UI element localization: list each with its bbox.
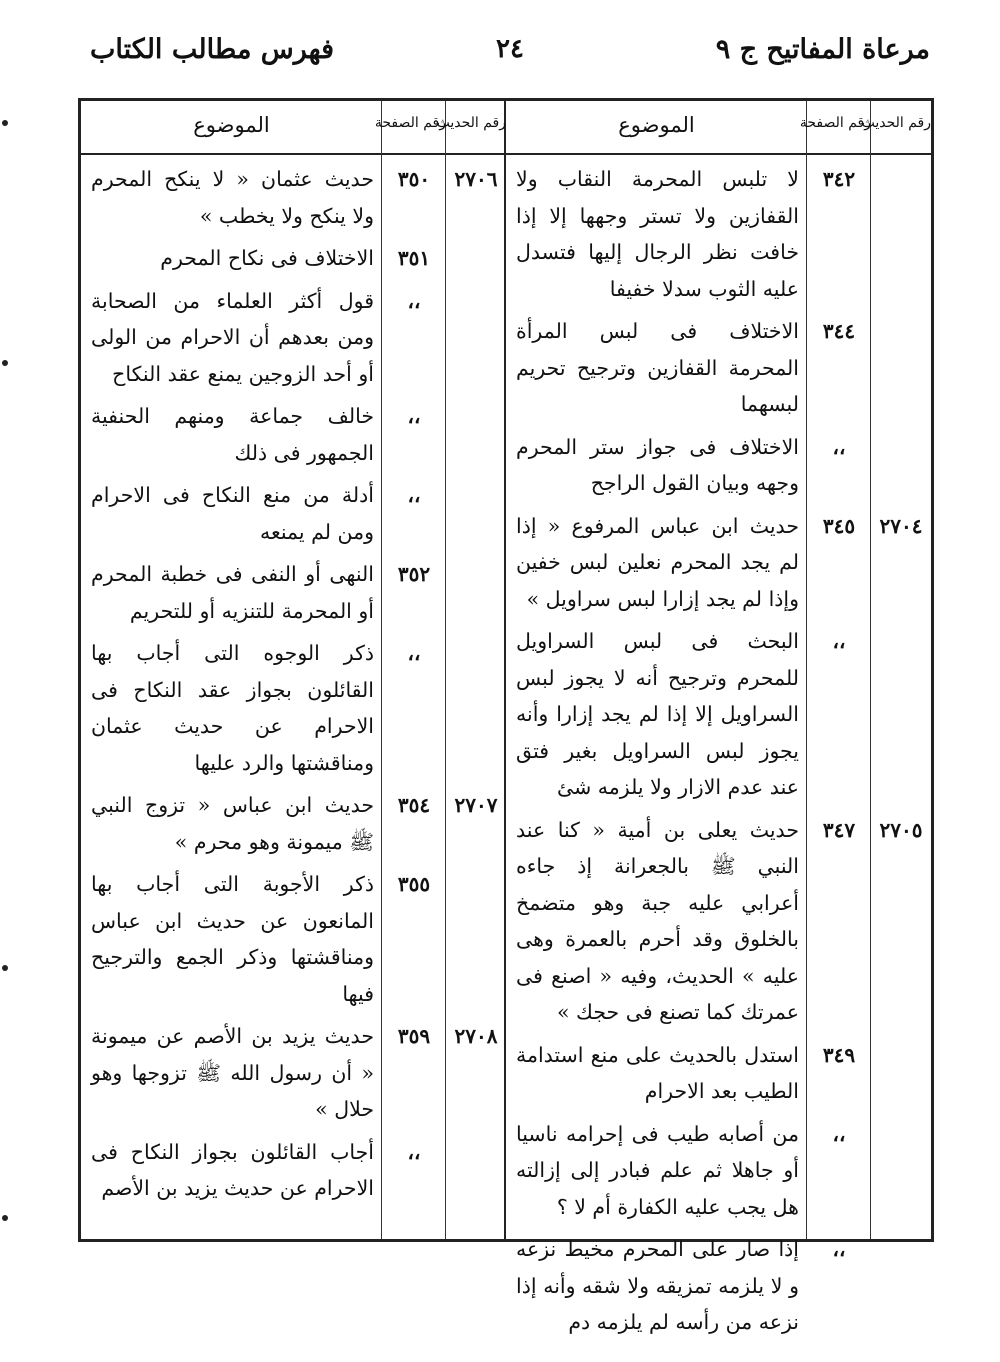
header-page-no: رقم الصفحة — [374, 115, 446, 131]
header-page-no: رقم الصفحة — [799, 115, 871, 131]
index-table — [78, 98, 934, 1334]
entry-hadith-number — [446, 477, 506, 550]
entry-hadith-number — [446, 556, 506, 629]
entry-topic: من أصابه طيب فى إحرامه ناسيا أو جاهلا ثم علم فبادر إلى إزالته هل يجب عليه الكفارة أم لا ؟ — [516, 1121, 799, 1219]
entry-page-number: ،، — [407, 1139, 421, 1164]
right-column-headers — [506, 101, 931, 155]
entry-hadith-number — [446, 398, 506, 471]
index-entry — [81, 866, 506, 1012]
entry-topic: النهى أو النفى فى خطبة المحرم أو المحرمة للتنزيه أو للتحريم — [91, 562, 374, 623]
left-half — [81, 101, 506, 1239]
entry-page-number: ،، — [407, 641, 421, 665]
entry-page-number: ٣٥٤ — [397, 793, 431, 817]
margin-mark — [2, 965, 8, 971]
entry-page-number: ،، — [832, 1121, 846, 1146]
index-entry — [81, 556, 506, 629]
entry-hadith-number — [446, 866, 506, 1012]
index-entry — [81, 398, 506, 471]
index-entry — [506, 1037, 931, 1110]
entry-page-number: ،، — [407, 404, 421, 428]
index-entry — [81, 635, 506, 781]
entry-topic: الاختلاف فى نكاح المحرم — [160, 246, 374, 270]
entry-page-number: ،، — [832, 434, 846, 459]
entry-page-number: ٣٤٩ — [822, 1042, 856, 1067]
right-half — [504, 101, 931, 1334]
entry-page-number: ،، — [407, 483, 421, 507]
entry-topic: حديث يزيد بن الأصم عن ميمونة « أن رسول الله ﷺ تزوجها وهو حلال » — [91, 1024, 374, 1121]
entry-hadith-number: ٢٧٠٥ — [879, 817, 923, 842]
page-number: ٢٤ — [496, 34, 524, 64]
index-entry — [506, 1116, 931, 1226]
entry-topic: ذكر الأجوبة التى أجاب بها المانعون عن حديث ابن عباس ومناقشتها وذكر الجمع والترجيح فيها — [91, 872, 374, 1006]
entry-page-number: ٣٤٧ — [822, 817, 856, 842]
entry-topic: حديث ابن عباس المرفوع « إذا لم يجد المحرم نعلين لبس خفين وإذا لم يجد إزارا لبس سراويل » — [516, 513, 799, 611]
running-index-title: فهرس مطالب الكتاب — [90, 34, 335, 65]
entry-hadith-number — [871, 313, 931, 423]
entry-page-number: ٣٥٩ — [397, 1024, 431, 1048]
entry-topic: أجاب القائلون بجواز النكاح فى الاحرام عن حديث يزيد بن الأصم — [91, 1139, 374, 1200]
left-column-headers — [81, 101, 506, 155]
entry-hadith-number — [871, 1231, 931, 1341]
header-hadith-no: رقم الحديث — [861, 115, 931, 131]
index-entry — [506, 313, 931, 423]
entry-topic: لا تلبس المحرمة النقاب ولا القفازين ولا تستر وجهها إلا إذا خافت نظر الرجال إليها فتسدل عليه الثوب سدلا خفيفا — [516, 167, 799, 301]
entry-page-number: ٣٥١ — [397, 246, 431, 270]
index-entry — [81, 161, 506, 234]
entry-topic: البحث فى لبس السراويل للمحرم وترجيح أنه لا يجوز لبس السراويل إلا إذا لم يجد إزارا وأنه يجوز لبس السراويل بغير فتق عند عدم الازار ولا يلزمه شئ — [516, 629, 799, 799]
index-entry — [506, 508, 931, 618]
running-book-title: مرعاة المفاتيح ج ٩ — [715, 34, 930, 65]
entry-hadith-number — [446, 283, 506, 393]
entry-page-number: ،، — [832, 629, 846, 653]
margin-mark — [2, 1215, 8, 1221]
entry-topic: حديث يعلى بن أمية « كنا عند النبي ﷺ بالجعرانة إذ جاءه أعرابي عليه جبة وهو متضمخ بالخلوق وقد أحرم بالعمرة وهى عليه » الحديث، وفيه « اصنع فى عمرتك كما تصنع فى حجك » — [516, 817, 799, 1024]
page-header — [90, 28, 930, 76]
entry-hadith-number — [446, 1134, 506, 1207]
index-entry — [506, 1231, 931, 1341]
entry-hadith-number — [871, 161, 931, 307]
margin-mark — [2, 120, 8, 126]
entry-page-number: ٣٥٥ — [397, 872, 431, 896]
header-topic: الموضوع — [618, 113, 695, 137]
entry-topic: قول أكثر العلماء من الصحابة ومن بعدهم أن الاحرام من الولى أو أحد الزوجين يمنع عقد النكاح — [91, 288, 374, 386]
entry-hadith-number: ٢٧٠٦ — [454, 167, 498, 191]
index-entry — [506, 161, 931, 307]
entry-topic: الاختلاف فى لبس المرأة المحرمة القفازين وترجيح تحريم لبسهما — [516, 319, 799, 416]
entry-topic: ذكر الوجوه التى أجاب بها القائلون بجواز عقد النكاح فى الاحرام عن حديث عثمان ومناقشتها والرد عليها — [91, 641, 374, 775]
index-entry — [81, 1018, 506, 1128]
entry-topic: استدل بالحديث على منع استدامة الطيب بعد الاحرام — [516, 1042, 799, 1103]
entry-hadith-number: ٢٧٠٨ — [454, 1024, 498, 1048]
entry-page-number: ٣٥٠ — [397, 167, 431, 191]
entry-page-number: ٣٤٤ — [822, 319, 856, 343]
right-entries — [506, 161, 931, 1347]
entry-page-number: ٣٤٢ — [822, 167, 856, 191]
index-entry — [81, 477, 506, 550]
entry-topic: إذا صار على المحرم مخيط نزعه و لا يلزمه تمزيقه ولا شقه وأنه إذا نزعه من رأسه لم يلزمه دم — [516, 1237, 799, 1334]
index-entry — [506, 812, 931, 1031]
entry-topic: الاختلاف فى جواز ستر المحرم وجهه وبيان القول الراجح — [516, 434, 799, 495]
index-entry — [506, 429, 931, 502]
entry-hadith-number — [871, 1116, 931, 1226]
index-entry — [81, 787, 506, 860]
header-topic: الموضوع — [193, 113, 270, 137]
index-entry — [81, 240, 506, 277]
entry-page-number: ٣٤٥ — [822, 513, 856, 538]
entry-topic: حديث ابن عباس « تزوج النبي ﷺ ميمونة وهو محرم » — [91, 793, 374, 854]
margin-mark — [2, 360, 8, 366]
index-entry — [81, 283, 506, 393]
index-entry — [81, 1134, 506, 1207]
entry-page-number: ٣٥٢ — [397, 562, 431, 586]
entry-hadith-number — [446, 240, 506, 277]
entry-topic: خالف جماعة ومنهم الحنفية الجمهور فى ذلك — [91, 404, 374, 465]
index-entry — [506, 623, 931, 806]
entry-page-number: ،، — [407, 288, 421, 313]
left-entries — [81, 161, 506, 1213]
header-hadith-no: رقم الحديث — [436, 115, 506, 131]
entry-hadith-number — [871, 623, 931, 806]
entry-hadith-number — [871, 429, 931, 502]
entry-hadith-number: ٢٧٠٤ — [879, 513, 923, 538]
entry-hadith-number: ٢٧٠٧ — [454, 793, 498, 817]
entry-page-number: ،، — [832, 1237, 846, 1261]
entry-topic: أدلة من منع النكاح فى الاحرام ومن لم يمنعه — [91, 483, 374, 544]
entry-hadith-number — [871, 1037, 931, 1110]
entry-topic: حديث عثمان « لا ينكح المحرم ولا ينكح ولا يخطب » — [91, 167, 374, 228]
entry-hadith-number — [446, 635, 506, 781]
